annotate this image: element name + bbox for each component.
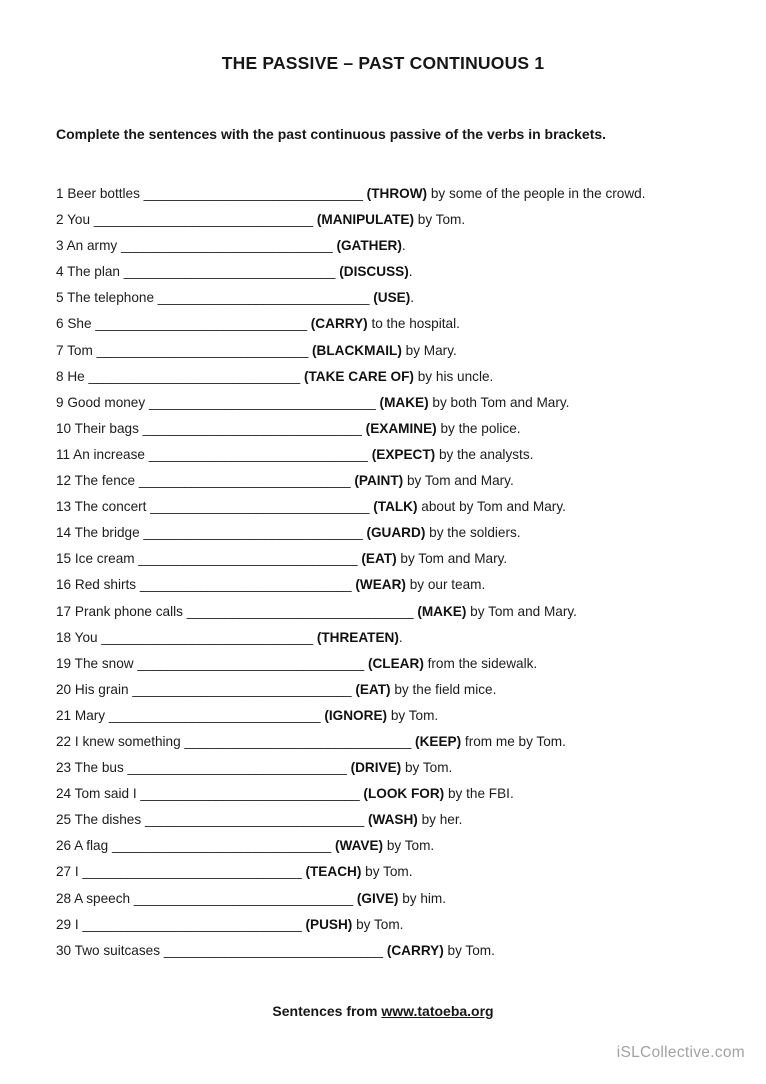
sentence-suffix: to the hospital. (367, 316, 460, 332)
sentence-prefix: 2 You (56, 212, 94, 228)
sentence-suffix: by the field mice. (390, 681, 497, 697)
answer-blank: _____________________________ (138, 551, 358, 567)
answer-blank: ____________________________ (120, 238, 333, 254)
worksheet-instruction: Complete the sentences with the past continuous passive of the verbs in brackets. (56, 126, 607, 142)
sentence-suffix: by Tom. (387, 707, 439, 723)
verb-cue: (MANIPULATE) (313, 212, 414, 228)
sentence-suffix: . (408, 264, 413, 280)
sentence-prefix: 30 Two suitcases (56, 942, 164, 958)
sentence-prefix: 27 I (56, 864, 83, 880)
answer-blank: _____________________________ (133, 890, 354, 906)
verb-cue: (WAVE) (331, 838, 384, 854)
answer-blank: ____________________________ (123, 264, 336, 280)
sentence-row (56, 630, 736, 656)
verb-cue: (MAKE) (375, 394, 429, 410)
sentence-suffix: . (401, 238, 406, 254)
verb-cue: (EAT) (351, 681, 391, 697)
sentence-suffix: by Tom and Mary. (466, 603, 577, 619)
source-link[interactable]: www.tatoeba.org (381, 1003, 494, 1019)
answer-blank: _____________________________ (82, 916, 302, 932)
sentence-suffix: by Tom. (414, 212, 466, 228)
islcollective-watermark: iSLCollective.com (616, 1044, 745, 1061)
verb-cue: (EAT) (357, 551, 397, 567)
answer-blank: ____________________________ (96, 342, 309, 358)
verb-cue: (PAINT) (350, 473, 404, 489)
sentence-prefix: 29 I (56, 916, 83, 932)
sentence-row (56, 656, 736, 682)
answer-blank: _____________________________ (127, 760, 347, 776)
sentence-prefix: 4 The plan (56, 264, 124, 280)
sentence-row (56, 812, 736, 838)
sentence-row (56, 838, 736, 864)
verb-cue: (USE) (369, 290, 411, 306)
sentence-row (56, 734, 736, 760)
answer-blank: _____________________________ (143, 525, 363, 541)
sentence-suffix: . (410, 290, 415, 306)
sentence-row (56, 264, 736, 290)
sentence-row (56, 186, 736, 212)
answer-blank: ____________________________ (101, 629, 314, 645)
sentence-row (56, 525, 736, 551)
sentence-suffix: by Tom and Mary. (403, 473, 514, 489)
verb-cue: (TALK) (369, 499, 418, 515)
sentence-row (56, 786, 736, 812)
answer-blank: ______________________________ (186, 603, 414, 619)
verb-cue: (THREATEN) (313, 629, 399, 645)
sentence-prefix: 3 An army (56, 238, 121, 254)
sentence-prefix: 15 Ice cream (56, 551, 139, 567)
sentence-suffix: by him. (398, 890, 447, 906)
sentence-suffix: by Tom. (352, 916, 404, 932)
answer-blank: _____________________________ (82, 864, 302, 880)
sentence-row (56, 891, 736, 917)
sentence-prefix: 18 You (56, 629, 102, 645)
sentence-suffix: by his uncle. (413, 368, 494, 384)
verb-cue: (CLEAR) (364, 655, 424, 671)
sentence-row (56, 473, 736, 499)
answer-blank: ______________________________ (148, 394, 376, 410)
sentence-suffix: about by Tom and Mary. (417, 499, 566, 515)
sentence-prefix: 8 He (56, 368, 89, 384)
answer-blank: ____________________________ (95, 316, 307, 332)
worksheet-footer (0, 1003, 766, 1019)
sentence-prefix: 22 I knew something (56, 733, 185, 749)
sentence-suffix: by Tom. (401, 760, 453, 776)
answer-blank: _____________________________ (140, 786, 360, 802)
sentence-suffix: by the police. (436, 420, 521, 436)
answer-blank: _____________________________ (143, 186, 363, 201)
verb-cue: (WASH) (364, 812, 418, 828)
sentence-prefix: 13 The concert (56, 499, 151, 515)
sentence-suffix: from the sidewalk. (423, 655, 538, 671)
answer-blank: _____________________________ (111, 838, 332, 854)
sentence-row (56, 917, 736, 943)
answer-blank: _____________________________ (144, 812, 365, 828)
answer-blank: _____________________________ (163, 942, 384, 958)
sentence-row (56, 316, 736, 342)
sentence-suffix: by her. (417, 812, 463, 828)
sentence-prefix: 28 A speech (56, 890, 134, 906)
verb-cue: (GUARD) (362, 525, 426, 541)
verb-cue: (DRIVE) (346, 760, 402, 776)
sentence-row (56, 708, 736, 734)
sentence-prefix: 7 Tom (56, 342, 97, 358)
answer-blank: _____________________________ (93, 212, 314, 228)
verb-cue: (KEEP) (411, 733, 462, 749)
verb-cue: (DISCUSS) (335, 264, 409, 280)
footer-text: Sentences from (272, 1003, 382, 1019)
sentence-suffix: by Tom and Mary. (396, 551, 508, 567)
verb-cue: (CARRY) (383, 942, 444, 958)
sentence-prefix: 1 Beer bottles (56, 186, 144, 201)
answer-blank: ____________________________ (138, 473, 351, 489)
sentence-row (56, 369, 736, 395)
verb-cue: (CARRY) (307, 316, 368, 332)
sentence-row (56, 212, 736, 238)
verb-cue: (TEACH) (301, 864, 362, 880)
sentence-prefix: 21 Mary (56, 707, 109, 723)
sentence-prefix: 23 The bus (56, 760, 128, 776)
sentence-suffix: . (398, 629, 403, 645)
sentence-suffix: by some of the people in the crowd. (427, 186, 646, 201)
verb-cue: (EXAMINE) (361, 420, 437, 436)
sentence-prefix: 19 The snow (56, 655, 138, 671)
sentence-row (56, 577, 736, 603)
answer-blank: _____________________________ (142, 420, 362, 436)
sentence-suffix: by the FBI. (444, 786, 514, 802)
answer-blank: _____________________________ (150, 499, 370, 515)
answer-blank: _____________________________ (132, 681, 352, 697)
sentence-prefix: 14 The bridge (56, 525, 144, 541)
sentence-row (56, 604, 736, 630)
sentence-suffix: by Tom. (361, 864, 413, 880)
sentence-prefix: 16 Red shirts (56, 577, 140, 593)
sentence-list (56, 186, 736, 969)
sentence-prefix: 6 She (56, 316, 96, 332)
sentence-row (56, 760, 736, 786)
answer-blank: ____________________________ (88, 368, 301, 384)
sentence-suffix: by our team. (405, 577, 486, 593)
verb-cue: (THROW) (362, 186, 428, 201)
sentence-prefix: 10 Their bags (56, 420, 143, 436)
verb-cue: (LOOK FOR) (359, 786, 445, 802)
verb-cue: (MAKE) (413, 603, 467, 619)
sentence-prefix: 12 The fence (56, 473, 139, 489)
sentence-row (56, 551, 736, 577)
sentence-prefix: 17 Prank phone calls (56, 603, 187, 619)
sentence-row (56, 499, 736, 525)
sentence-row (56, 238, 736, 264)
sentence-row (56, 864, 736, 890)
sentence-suffix: from me by Tom. (461, 733, 566, 749)
verb-cue: (GIVE) (353, 890, 399, 906)
sentence-suffix: by Tom. (443, 942, 495, 958)
answer-blank: ______________________________ (137, 655, 365, 671)
sentence-prefix: 11 An increase (56, 446, 149, 462)
sentence-prefix: 9 Good money (56, 394, 149, 410)
sentence-prefix: 20 His grain (56, 681, 133, 697)
sentence-row (56, 343, 736, 369)
sentence-row (56, 421, 736, 447)
worksheet-title: THE PASSIVE – PAST CONTINUOUS 1 (221, 53, 545, 73)
sentence-suffix: by the analysts. (435, 446, 534, 462)
sentence-prefix: 24 Tom said I (56, 786, 141, 802)
answer-blank: ____________________________ (139, 577, 352, 593)
sentence-prefix: 5 The telephone (56, 290, 158, 306)
answer-blank: ____________________________ (157, 290, 370, 306)
sentence-prefix: 25 The dishes (56, 812, 145, 828)
sentence-suffix: by Tom. (383, 838, 435, 854)
verb-cue: (EXPECT) (367, 446, 436, 462)
sentence-suffix: by both Tom and Mary. (428, 394, 570, 410)
answer-blank: _____________________________ (148, 446, 368, 462)
sentence-suffix: by Mary. (401, 342, 457, 358)
verb-cue: (IGNORE) (320, 707, 388, 723)
verb-cue: (TAKE CARE OF) (300, 368, 414, 384)
answer-blank: ____________________________ (108, 707, 321, 723)
verb-cue: (BLACKMAIL) (308, 342, 402, 358)
verb-cue: (GATHER) (332, 238, 402, 254)
sentence-prefix: 26 A flag (56, 838, 112, 854)
sentence-row (56, 447, 736, 473)
verb-cue: (PUSH) (301, 916, 353, 932)
sentence-row (56, 395, 736, 421)
sentence-suffix: by the soldiers. (425, 525, 521, 541)
answer-blank: ______________________________ (184, 733, 412, 749)
verb-cue: (WEAR) (351, 577, 406, 593)
sentence-row (56, 682, 736, 708)
sentence-row (56, 943, 736, 969)
sentence-row (56, 290, 736, 316)
